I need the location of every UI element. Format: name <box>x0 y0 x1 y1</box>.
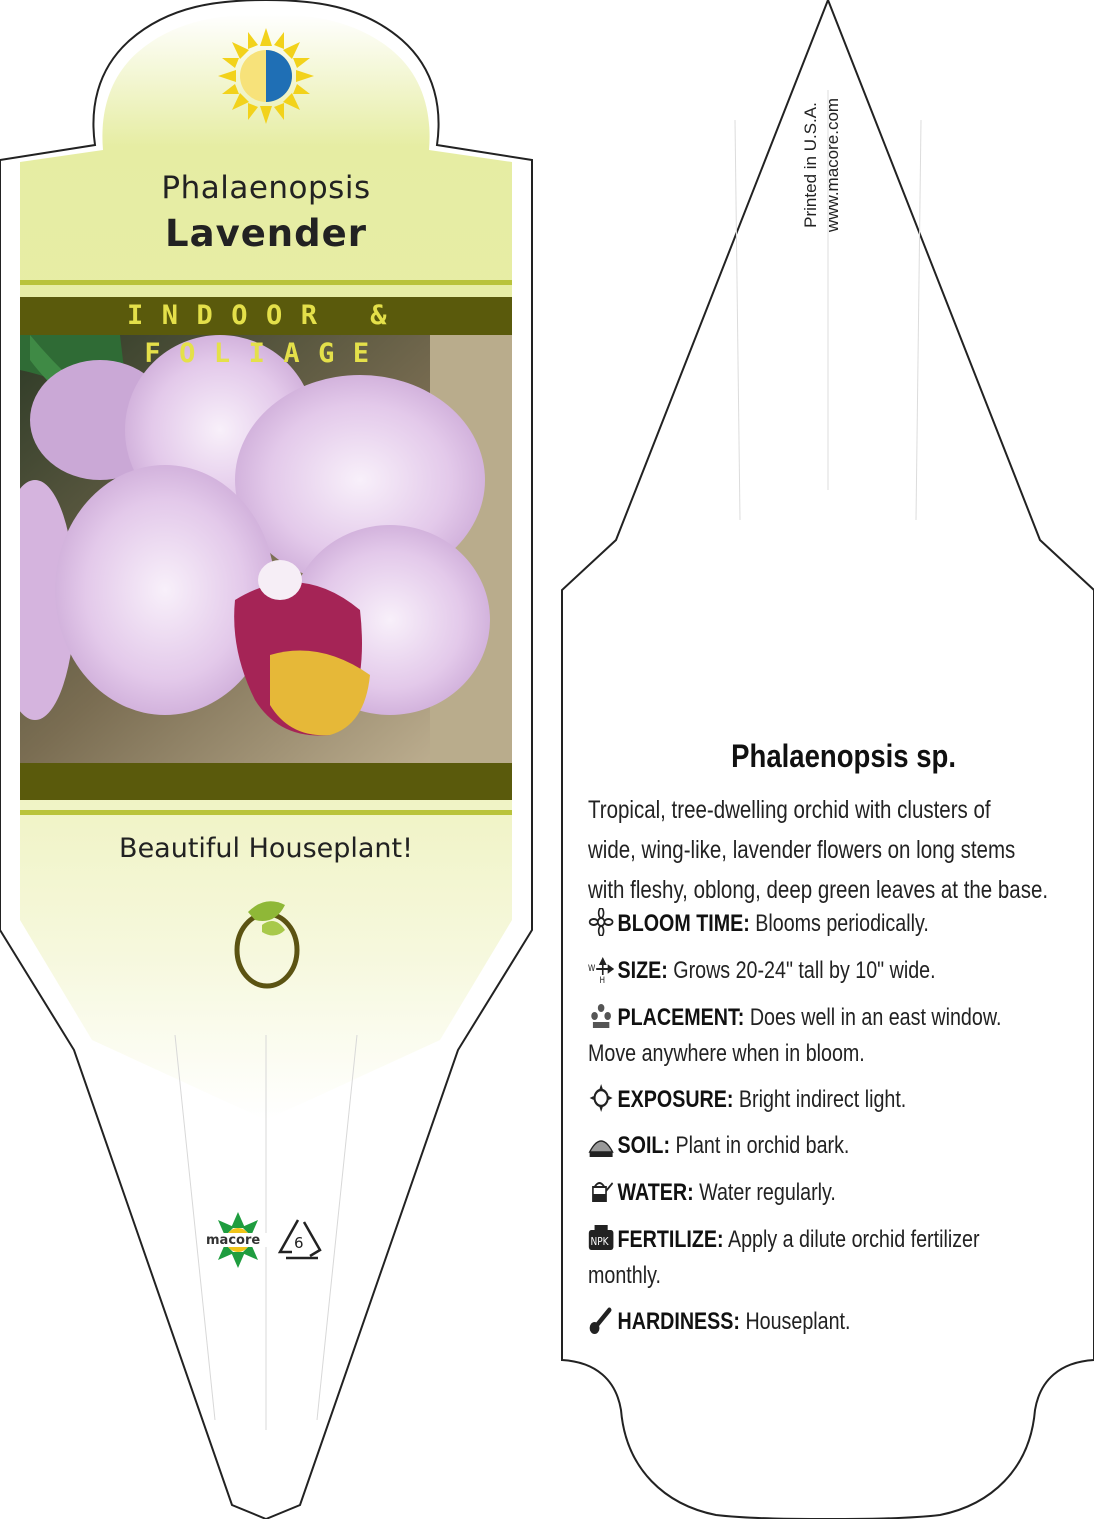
photo-bottom-band <box>20 763 512 800</box>
placement-text-2: Move anywhere when in bloom. <box>588 1040 865 1067</box>
watering-can-icon <box>588 1177 614 1205</box>
bloom-text: Blooms periodically. <box>749 910 929 937</box>
fertilize-text-2: monthly. <box>588 1262 661 1289</box>
brand-logo-text: macore <box>206 1233 261 1248</box>
care-soil <box>588 1128 1068 1164</box>
placement-label: PLACEMENT: <box>617 1004 745 1031</box>
placement-text: Does well in an east window. <box>744 1004 1002 1031</box>
part-sun-icon <box>218 28 314 124</box>
category-band: INDOOR & FOLIAGE <box>20 297 512 335</box>
bloom-label: BLOOM TIME: <box>617 910 750 937</box>
care-water <box>588 1175 1068 1211</box>
species-title: Phalaenopsis sp. <box>731 738 957 774</box>
hardiness-label: HARDINESS: <box>617 1308 740 1335</box>
size-arrows-icon <box>588 955 614 983</box>
size-label: SIZE: <box>617 957 668 984</box>
description <box>588 790 1058 910</box>
soil-icon <box>588 1130 614 1158</box>
size-h-letter: H <box>599 974 606 983</box>
flower-icon <box>588 908 614 936</box>
size-text: Grows 20-24" tall by 10" wide. <box>667 957 936 984</box>
size-w-letter: W <box>588 962 596 974</box>
exposure-label: EXPOSURE: <box>617 1086 734 1113</box>
care-hardiness <box>588 1304 1068 1340</box>
care-fertilize <box>588 1222 1068 1294</box>
care-placement <box>588 1000 1068 1072</box>
plant-variety: Lavender <box>165 212 367 255</box>
plant-placement-icon <box>588 1002 614 1030</box>
care-exposure <box>588 1082 1068 1118</box>
npk-icon <box>588 1224 614 1252</box>
website: www.macore.com <box>823 97 842 233</box>
care-size <box>588 953 1068 989</box>
description-line: wide, wing-like, lavender flowers on long stems <box>588 836 1016 864</box>
printed-block <box>800 35 860 295</box>
fertilize-text: Apply a dilute orchid fertilizer <box>723 1226 980 1253</box>
soil-label: SOIL: <box>617 1132 670 1159</box>
care-bloom <box>588 906 1068 942</box>
tagline: Beautiful Houseplant! <box>119 833 413 864</box>
thermometer-icon <box>588 1306 614 1334</box>
description-line: with fleshy, oblong, deep green leaves at the base. <box>588 876 1049 904</box>
sun-outline-icon <box>588 1084 614 1112</box>
water-label: WATER: <box>617 1179 694 1206</box>
exposure-text: Bright indirect light. <box>733 1086 907 1113</box>
plant-genus: Phalaenopsis <box>161 170 371 206</box>
description-line: Tropical, tree-dwelling orchid with clusters of <box>588 796 991 824</box>
printed-in: Printed in U.S.A. <box>801 102 820 228</box>
soil-text: Plant in orchid bark. <box>670 1132 850 1159</box>
orchid-photo <box>0 335 512 763</box>
recycle-number: 6 <box>294 1234 304 1252</box>
water-text: Water regularly. <box>693 1179 836 1206</box>
fertilize-label: FERTILIZE: <box>617 1226 724 1253</box>
npk-icon-text: NPK <box>590 1236 609 1249</box>
hardiness-text: Houseplant. <box>739 1308 851 1335</box>
